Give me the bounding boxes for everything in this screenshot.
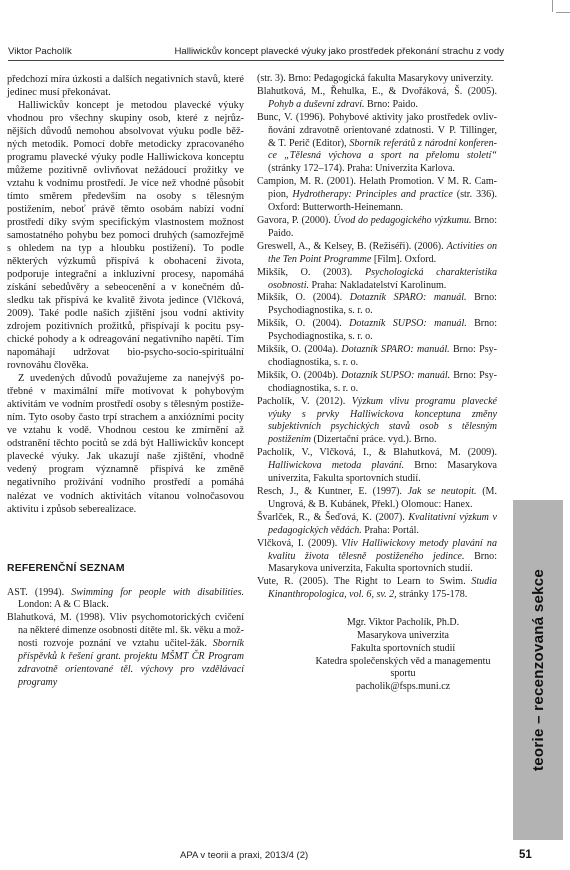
reference-text: Brno: Psychodiagnostika, s. r. o. [268, 369, 498, 394]
reference-entry [257, 344, 497, 370]
reference-text: Mikšík, O. (2004). [257, 318, 350, 330]
footer-journal: APA v teorii a praxi, 2013/4 (2) [180, 850, 309, 861]
reference-text: Brno: Masarykova univerzita, Fakulta sportovních studií. [268, 550, 497, 575]
crop-mark [552, 0, 553, 12]
running-header-author: Viktor Pacholík [8, 46, 72, 57]
reference-title: Sborník referátů z národní konference „Tělesná výchova a sport na přelomu století“ [268, 137, 497, 162]
reference-text: Brno: Masarykova univerzita, Fakulta sportovních studií. [268, 460, 497, 485]
body-paragraph: předchozí míra úzkosti a dalších negativních stavů, které jedinec musí překonávat. [7, 74, 244, 99]
header-rule [8, 60, 504, 61]
reference-entry [257, 370, 497, 396]
reference-text: AST. (1994). [7, 586, 72, 598]
reference-text: [Film]. Oxford. [371, 253, 437, 265]
reference-entry [257, 112, 497, 177]
signature-university: Masarykova univerzita [357, 629, 449, 641]
reference-text: Greswell, A., & Kelsey, B. (Režiséři). (2006). [257, 240, 447, 252]
reference-text: Mikšík, O. (2003). [257, 266, 365, 278]
reference-title: Dotazník SPARO: manuál. [341, 344, 450, 356]
reference-entry [257, 73, 497, 86]
reference-text: Mikšík, O. (2004). [257, 292, 350, 304]
reference-text: (M. Ungrová, & B. Kubánek, Překl.) Olomouc: Hanex. [268, 486, 497, 510]
reference-title: Sborník příspěvků k řešení grant. projektu MŠMT ČR Program zdravotně orientované těl. výchovy pro vzdělávací programy [18, 638, 244, 688]
reference-title: Activities on the Ten Point Programme [268, 240, 497, 265]
reference-text: (str. 3). Brno: Pedagogická fakulta Masarykovy univerzity. [257, 73, 494, 84]
reference-text: (str. 336). Oxford: Butterworth-Heinemann. [268, 189, 497, 214]
reference-title: Studia Kinanthropologica, vol. 6, sv. 2, [268, 576, 497, 601]
reference-title: Kvalitativní výzkum v pedagogických vědách. [268, 511, 497, 536]
reference-entry [257, 215, 497, 241]
body-paragraph: Halliwickův koncept je metodou plavecké výuky vhodnou pro všechny skupiny osob, které z nejrůznějších důvodů nemohou absolvovat výuku podle běžných metodik. Pomocí dobře metodicky zpracovaného programu plavecké výuky podle Halliwickova konceptu můžeme pozitivně ovlivňovat nežádoucí prožitky ve vztahu k vodnímu prostředí. Je více než vhodné působit tímto směrem především na osoby s tělesným postižením, neboť právě těmto osobám nabízí vodní prostředí díky svým specifickým vlastnostem možnost samostatného pohybu bez pomoci druhých (samozřejmě s ohledem na typ a hloubku postižení). To podle některých výzkumů přispívá k obohacení života, podporuje integrační a inkluzivní procesy, napomáhá získání sebedůvěry a sebeocenění a v konečném důsledku tak přispívá ke kvalitě života jedince (Vlčková, 2009). Také podle našich zjištění jsou vodní aktivity zdrojem pozitivních prožitků, přispívají k pocitu psychické pohody a k odreagování negativního napětí. Tím napomáhají udržovat bio-psycho-socio-spirituální rovnováhu člověka. [7, 100, 244, 372]
reference-entry [257, 292, 497, 318]
reference-title: Halliwickova metoda plavání. [268, 460, 405, 472]
reference-title: Pohyb a duševní zdraví. [268, 98, 365, 110]
reference-text: Praha: Nakladatelství Karolinum. [309, 279, 447, 291]
signature-department: Katedra společenských věd a managementu sportu [315, 655, 491, 680]
reference-text: Brno: Psychodiagnostika, s. r. o. [268, 318, 497, 343]
reference-text: Brno: Paido. [268, 214, 497, 239]
running-header-title: Halliwickův koncept plavecké výuky jako prostředek překonání strachu z vody [174, 46, 504, 57]
reference-text: Blahutková, M. (1998). Vliv psychomotorických cvičení na některé dimenze osobnosti dítěte ml. šk. věku a možnosti rozvoje poznání ve vztahu učitel-žák. [7, 612, 244, 650]
reference-entry [257, 396, 497, 448]
reference-entry [257, 486, 497, 512]
reference-text: Bunc, V. (1996). Pohybové aktivity jako prostředek ovlivňování zdravotně orientované zdatnosti. V P. Tillinger, & T. Perič (Editor), [257, 111, 497, 149]
section-tab-label: teorie – recenzovaná sekce [529, 568, 547, 772]
left-column [7, 73, 244, 690]
reference-title: Výzkum vlivu programu plavecké výuky s prvky Halliwickova konceptuna změny subjektivních psychických stavů osob s tělesným postižením [268, 395, 497, 446]
reference-entry [257, 267, 497, 293]
reference-text: (Dizertační práce. vyd.). Brno. [310, 434, 437, 446]
reference-text: Brno: Paido. [364, 98, 418, 110]
references-list-right [257, 73, 497, 602]
reference-entry [257, 576, 497, 602]
reference-text: Campion, M. R. (2001). Helath Promotion. V M. R. Campion, [257, 176, 497, 201]
reference-text: Brno: Psychodiagnostika, s. r. o. [268, 292, 497, 317]
reference-text: Pacholík, V., Vlčková, I., & Blahutková, M. (2009). [257, 447, 497, 459]
reference-title: Hydrotherapy: Principles and practice [292, 189, 453, 201]
reference-text: Blahutková, M., Řehulka, E., & Dvořáková, Š. (2005). [257, 85, 497, 97]
reference-title: Swimming for people with disabilities. [71, 586, 244, 598]
reference-entry [257, 512, 497, 538]
reference-entry [257, 318, 497, 344]
signature-faculty: Fakulta sportovních studií [350, 642, 456, 654]
reference-entry [257, 176, 497, 215]
references-heading: REFERENČNÍ SEZNAM [7, 562, 125, 574]
reference-text: Pacholík, V. (2012). [257, 395, 352, 407]
reference-title: Jak se neutopit. [407, 486, 477, 497]
reference-title: Dotazník SUPSO: manuál. [349, 318, 467, 330]
reference-text: Mikšík, O. (2004a). [257, 344, 342, 356]
reference-entry [7, 587, 244, 613]
reference-text: Švarlček, R., & Šeďová, K. (2007). [257, 511, 409, 523]
reference-text: Gavora, P. (2000). [257, 214, 334, 226]
reference-entry [7, 612, 244, 689]
body-paragraph: Z uvedených důvodů považujeme za nanejvýš potřebné v maximální míře motivovat k pohybovým aktivitám ve vodním prostředí osoby s tělesným postižením. Tyto osoby často trpí strachem a anxiózními pocity ve vztahu k vodě. Vhodnou cestou ke zmírnění až odstranění těchto pocitů se zdá být Halliwickův koncept plavecké výuky. Jak ukazují naše zjištění, vhodně vedený program významně přispívá ke změně negativního prožívání vodního prostředí a pomáhá nalézat ve vodních aktivitách vítanou volnočasovou aktivitu i způsob seberealizace. [7, 373, 244, 515]
reference-title: Úvod do pedagogického výzkumu. [333, 214, 472, 226]
reference-text: Resch, J., & Kuntner, E. (1997). [257, 486, 408, 497]
crop-mark [556, 12, 570, 13]
reference-text: Vlčková, I. (2009). [257, 537, 342, 549]
reference-entry [257, 241, 497, 267]
signature-name: Mgr. Viktor Pacholík, Ph.D. [346, 617, 460, 629]
reference-text: London: A & C Black. [18, 599, 109, 611]
reference-text: Brno: Psychodiagnostika, s. r. o. [268, 344, 498, 368]
author-signature [257, 617, 497, 694]
reference-title: Dotazník SUPSO: manuál. [341, 369, 451, 381]
reference-text: Praha: Portál. [361, 524, 419, 536]
section-tab [513, 500, 563, 840]
signature-email: pacholik@fsps.muni.cz [355, 681, 451, 693]
right-column [257, 73, 497, 694]
reference-entry [257, 538, 497, 577]
reference-text: (stránky 172–174). Praha: Univerzita Karlova. [268, 163, 455, 175]
reference-title: Vliv Halliwickovy metody plavání na kvalitu života tělesně postiženého jedince. [268, 537, 497, 562]
reference-entry [257, 86, 497, 112]
reference-text: stránky 175-178. [396, 589, 468, 601]
references-list-left [7, 587, 244, 690]
reference-text: Mikšík, O. (2004b). [257, 369, 342, 381]
reference-text: Vute, R. (2005). The Right to Learn to Swim. [257, 576, 472, 588]
reference-title: Dotazník SPARO: manuál. [349, 292, 467, 304]
page-number: 51 [519, 849, 532, 861]
reference-entry [257, 447, 497, 486]
reference-title: Psychologická charakteristika osobnosti. [268, 266, 497, 291]
